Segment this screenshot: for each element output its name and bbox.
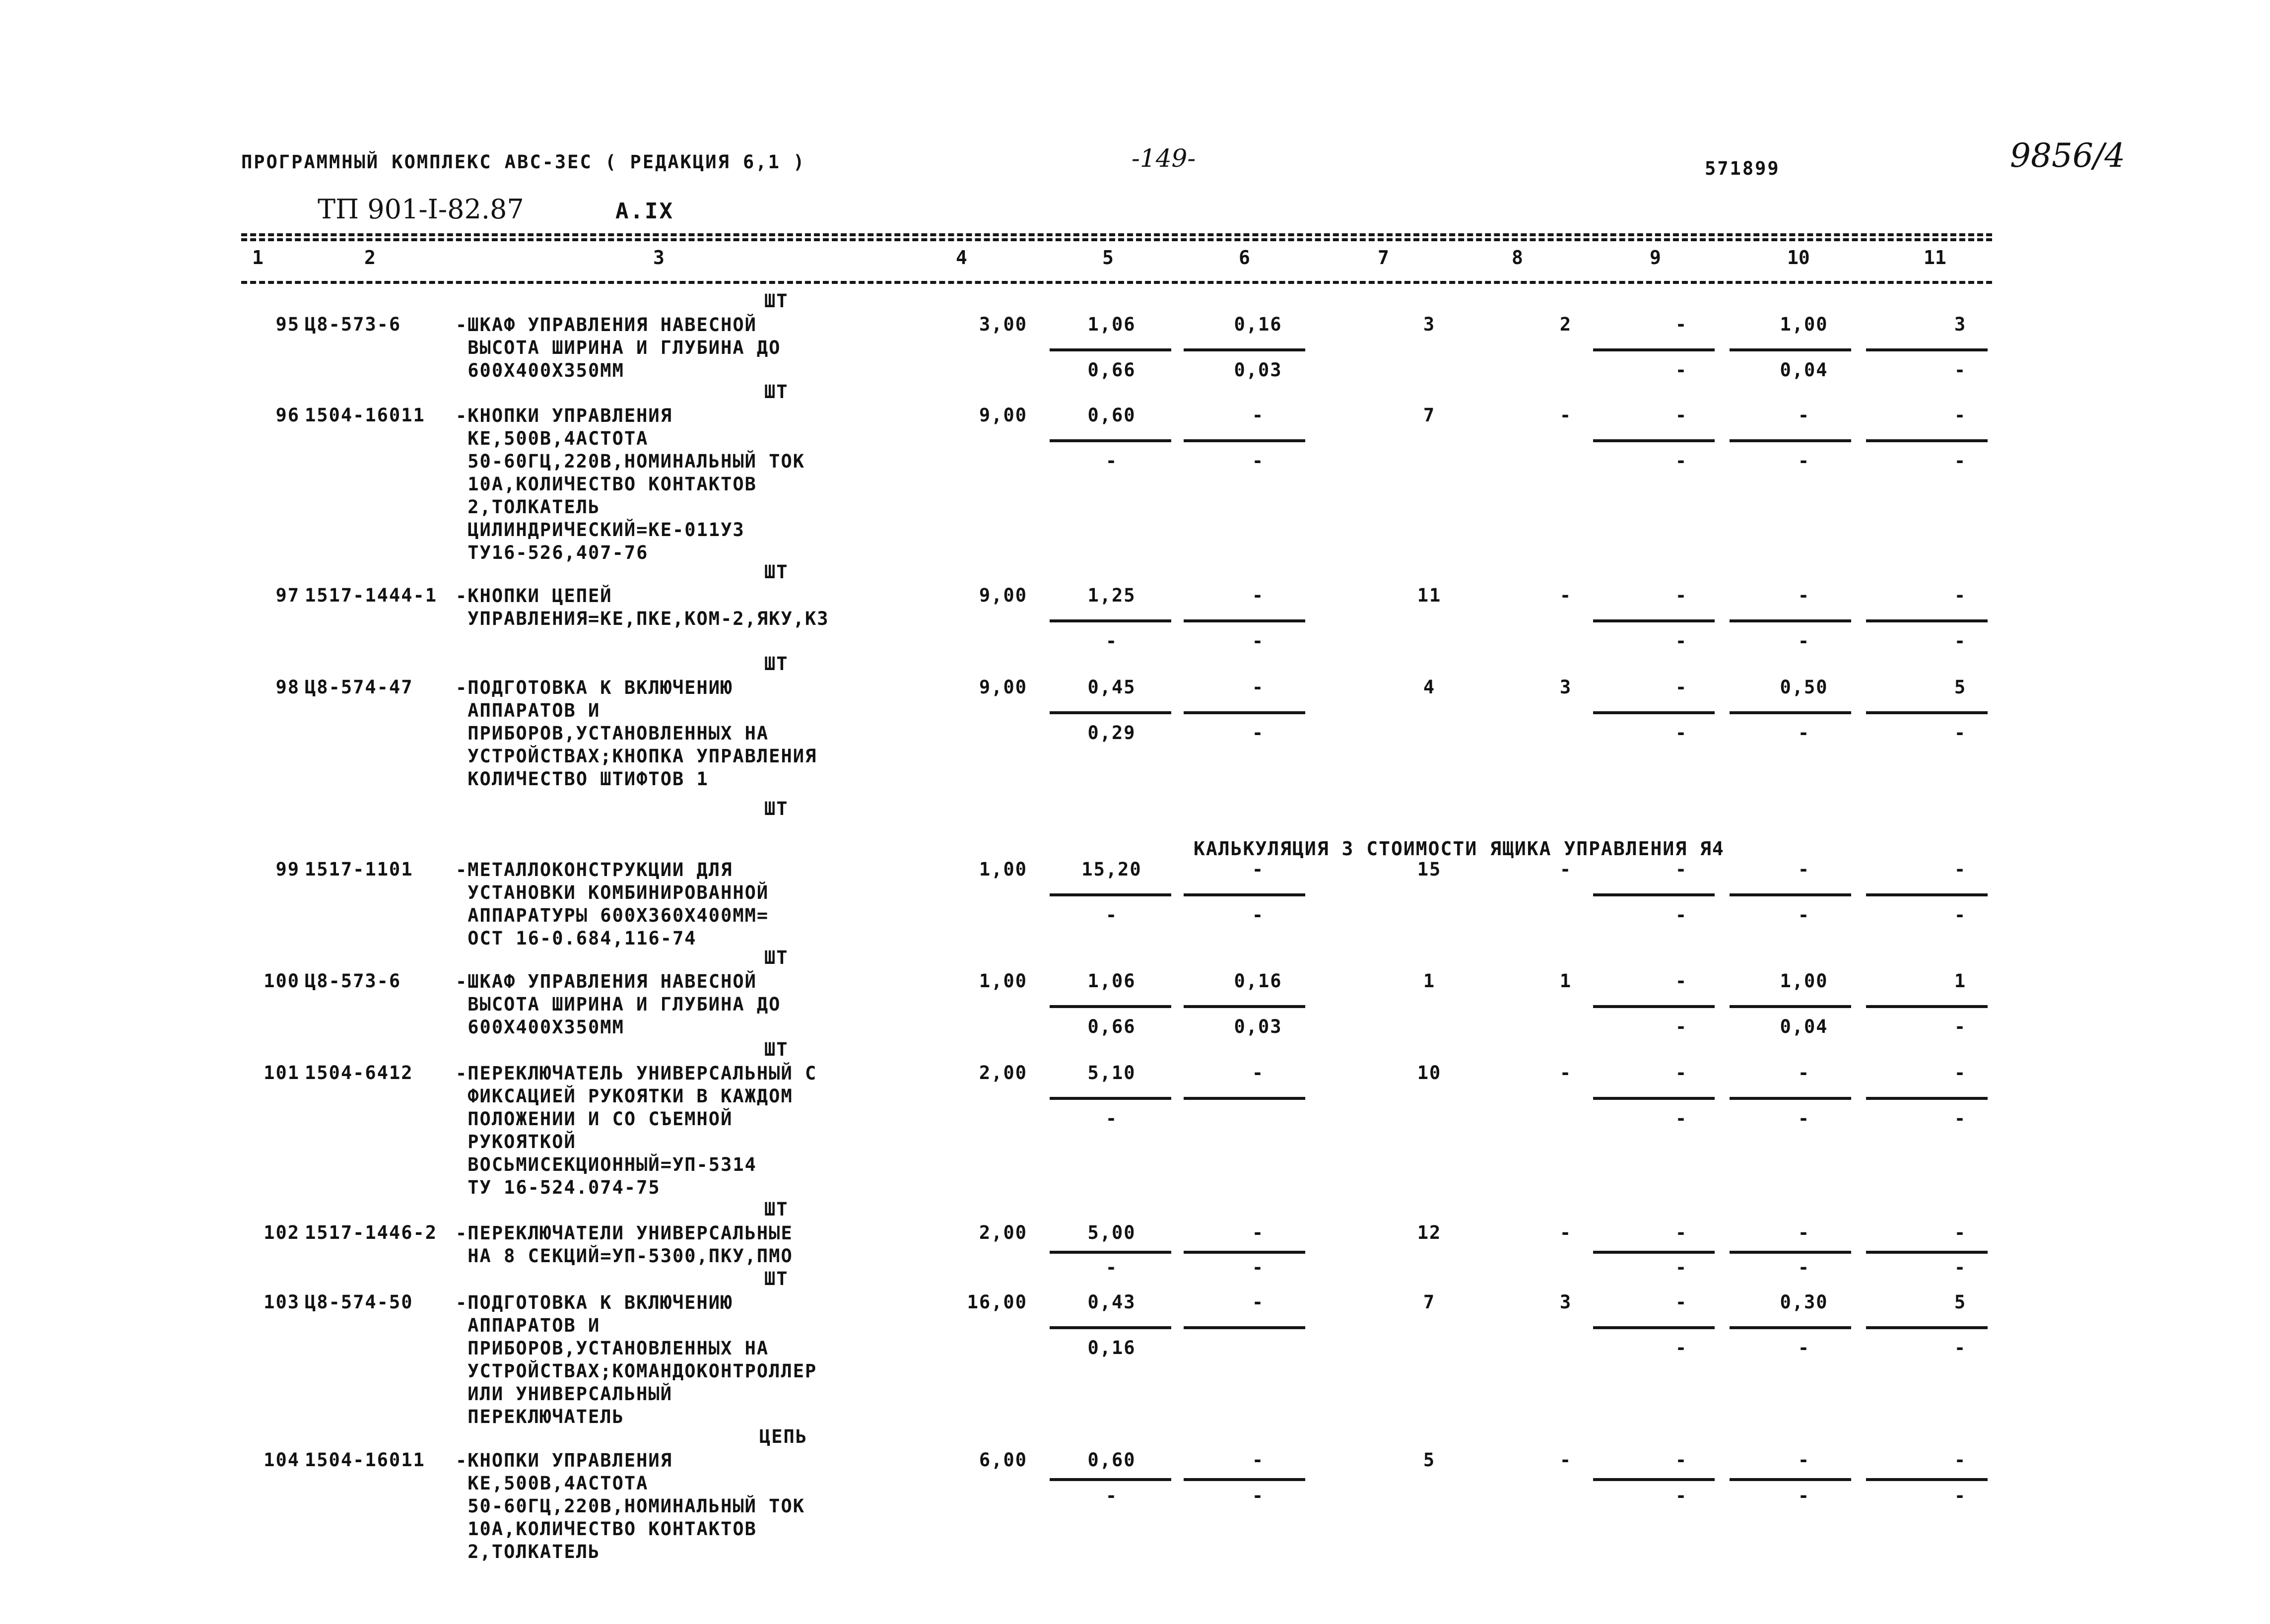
row-number: 96 bbox=[275, 405, 300, 426]
col8-top: 3 bbox=[1559, 677, 1572, 698]
program-header: ПРОГРАММНЫЙ КОМПЛЕКС АВС-3ЕС ( РЕДАКЦИЯ 6,1 ) bbox=[241, 151, 806, 173]
col11-top: - bbox=[1954, 1222, 1967, 1243]
quantity: 9,00 bbox=[979, 405, 1027, 426]
col9-top: - bbox=[1675, 677, 1688, 698]
col-number: 4 bbox=[956, 247, 967, 269]
fraction-line bbox=[1593, 1005, 1715, 1008]
col6-top: - bbox=[1252, 677, 1265, 698]
col7-top: 10 bbox=[1417, 1062, 1442, 1083]
col11-bottom: - bbox=[1954, 630, 1967, 652]
row-number: 99 bbox=[275, 859, 300, 880]
fraction-line bbox=[1866, 1326, 1988, 1329]
fraction-line bbox=[1184, 1478, 1305, 1481]
fraction-line bbox=[1866, 439, 1988, 442]
col-number: 1 bbox=[252, 247, 264, 269]
fraction-line bbox=[1593, 1251, 1715, 1254]
col5-bottom: - bbox=[1105, 904, 1118, 926]
col5-top: 15,20 bbox=[1081, 859, 1142, 880]
fraction-line bbox=[1866, 711, 1988, 714]
unit-label: ШТ bbox=[764, 290, 789, 312]
item-description: -ШКАФ УПРАВЛЕНИЯ НАВЕСНОЙ ВЫСОТА ШИРИНА И ГЛУБИНА ДО 600Х400Х350ММ bbox=[456, 971, 781, 1038]
col10-bottom: - bbox=[1798, 630, 1810, 652]
price-code: Ц8-574-47 bbox=[305, 677, 413, 698]
fraction-line bbox=[1730, 1478, 1851, 1481]
col-number: 2 bbox=[364, 247, 376, 269]
item-description: -ПЕРЕКЛЮЧАТЕЛИ УНИВЕРСАЛЬНЫЕ НА 8 СЕКЦИЙ=УП-5300,ПКУ,ПМО bbox=[456, 1222, 793, 1267]
unit-label: ШТ bbox=[764, 947, 789, 968]
fraction-line bbox=[1866, 1097, 1988, 1100]
fraction-line bbox=[1050, 1326, 1171, 1329]
col8-top: - bbox=[1559, 1062, 1572, 1083]
quantity: 1,00 bbox=[979, 859, 1027, 880]
col8-top: 2 bbox=[1559, 314, 1572, 335]
fraction-line bbox=[1050, 711, 1171, 714]
row-number: 104 bbox=[264, 1449, 300, 1471]
col10-bottom: - bbox=[1798, 1485, 1810, 1506]
col8-top: - bbox=[1559, 405, 1572, 426]
item-description: -ПОДГОТОВКА К ВКЛЮЧЕНИЮ АППАРАТОВ И ПРИБОРОВ,УСТАНОВЛЕННЫХ НА УСТРОЙСТВАХ;КНОПКА УПРАВЛЕНИЯ КОЛИЧЕСТВО ШТИФТОВ 1 bbox=[456, 677, 817, 790]
album-code: А.IX bbox=[615, 199, 674, 224]
col5-bottom: - bbox=[1105, 450, 1118, 472]
col10-bottom: - bbox=[1798, 1337, 1810, 1358]
price-code: 1504-16011 bbox=[305, 1449, 425, 1471]
col6-top: - bbox=[1252, 1449, 1265, 1471]
col11-bottom: - bbox=[1954, 1337, 1967, 1358]
col11-bottom: - bbox=[1954, 1108, 1967, 1129]
archive-mark: 9856/4 bbox=[2010, 136, 2126, 175]
col-number: 9 bbox=[1650, 247, 1661, 269]
fraction-line bbox=[1050, 1005, 1171, 1008]
col9-top: - bbox=[1675, 314, 1688, 335]
unit-label: ЦЕПЬ bbox=[759, 1426, 808, 1447]
col5-top: 0,43 bbox=[1087, 1291, 1136, 1313]
unit-label: ШТ bbox=[764, 1199, 789, 1220]
fraction-line bbox=[1593, 1097, 1715, 1100]
row-number: 102 bbox=[264, 1222, 300, 1243]
col11-top: - bbox=[1954, 859, 1967, 880]
price-code: 1517-1446-2 bbox=[305, 1222, 438, 1243]
col7-top: 12 bbox=[1417, 1222, 1442, 1243]
col11-bottom: - bbox=[1954, 722, 1967, 744]
item-description: -ПЕРЕКЛЮЧАТЕЛЬ УНИВЕРСАЛЬНЫЙ С ФИКСАЦИЕЙ РУКОЯТКИ В КАЖДОМ ПОЛОЖЕНИИ И СО СЪЕМНОЙ РУКОЯТКОЙ ВОСЬМИСЕКЦИОННЫЙ=УП-5314 ТУ 16-524.074-75 bbox=[456, 1063, 817, 1198]
row-number: 98 bbox=[275, 677, 300, 698]
col9-bottom: - bbox=[1675, 1108, 1688, 1129]
fraction-line bbox=[1593, 348, 1715, 351]
unit-label: ШТ bbox=[764, 381, 789, 403]
fraction-line bbox=[1593, 893, 1715, 896]
col9-top: - bbox=[1675, 1222, 1688, 1243]
fraction-line bbox=[1730, 1251, 1851, 1254]
quantity: 6,00 bbox=[979, 1449, 1027, 1471]
col9-bottom: - bbox=[1675, 1016, 1688, 1037]
fraction-line bbox=[1050, 1097, 1171, 1100]
col10-top: - bbox=[1798, 585, 1810, 606]
col9-bottom: - bbox=[1675, 630, 1688, 652]
col10-bottom: - bbox=[1798, 1108, 1810, 1129]
col6-bottom: 0,03 bbox=[1234, 1016, 1282, 1037]
col11-bottom: - bbox=[1954, 450, 1967, 472]
doc-code: 571899 bbox=[1705, 158, 1780, 179]
section-title: КАЛЬКУЛЯЦИЯ 3 СТОИМОСТИ ЯЩИКА УПРАВЛЕНИЯ Я4 bbox=[1194, 838, 1725, 860]
col10-top: 1,00 bbox=[1780, 314, 1828, 335]
fraction-line bbox=[1184, 619, 1305, 622]
unit-label: ШТ bbox=[764, 798, 789, 819]
col10-bottom: 0,04 bbox=[1780, 359, 1828, 381]
col9-bottom: - bbox=[1675, 904, 1688, 926]
project-code: ТП 901-I-82.87 bbox=[318, 194, 524, 225]
row-number: 100 bbox=[264, 970, 300, 992]
col8-top: - bbox=[1559, 585, 1572, 606]
fraction-line bbox=[1050, 1478, 1171, 1481]
col5-top: 5,00 bbox=[1087, 1222, 1136, 1243]
fraction-line bbox=[1184, 1326, 1305, 1329]
col6-bottom: - bbox=[1252, 450, 1265, 472]
item-description: -ШКАФ УПРАВЛЕНИЯ НАВЕСНОЙ ВЫСОТА ШИРИНА И ГЛУБИНА ДО 600Х400Х350ММ bbox=[456, 314, 781, 381]
col10-top: - bbox=[1798, 859, 1810, 880]
col7-top: 7 bbox=[1423, 1291, 1436, 1313]
col11-top: 3 bbox=[1954, 314, 1967, 335]
col10-bottom: - bbox=[1798, 1257, 1810, 1278]
fraction-line bbox=[1730, 1097, 1851, 1100]
col10-bottom: 0,04 bbox=[1780, 1016, 1828, 1037]
col5-top: 0,60 bbox=[1087, 405, 1136, 426]
col9-bottom: - bbox=[1675, 722, 1688, 744]
unit-label: ШТ bbox=[764, 1039, 789, 1060]
col10-bottom: - bbox=[1798, 904, 1810, 926]
col5-bottom: 0,16 bbox=[1087, 1337, 1136, 1358]
col11-top: - bbox=[1954, 405, 1967, 426]
col9-bottom: - bbox=[1675, 1257, 1688, 1278]
col9-top: - bbox=[1675, 970, 1688, 992]
col8-top: - bbox=[1559, 859, 1572, 880]
col11-top: 1 bbox=[1954, 970, 1967, 992]
col6-bottom: - bbox=[1252, 1257, 1265, 1278]
price-code: 1517-1101 bbox=[305, 859, 413, 880]
fraction-line bbox=[1184, 1097, 1305, 1100]
fraction-line bbox=[1730, 439, 1851, 442]
col9-bottom: - bbox=[1675, 450, 1688, 472]
col9-bottom: - bbox=[1675, 359, 1688, 381]
fraction-line bbox=[1730, 1326, 1851, 1329]
col6-top: - bbox=[1252, 1062, 1265, 1083]
fraction-line bbox=[1593, 439, 1715, 442]
col7-top: 3 bbox=[1423, 314, 1436, 335]
col11-bottom: - bbox=[1954, 1485, 1967, 1506]
col9-top: - bbox=[1675, 1449, 1688, 1471]
item-description: -КНОПКИ ЦЕПЕЙ УПРАВЛЕНИЯ=КЕ,ПКЕ,КОМ-2,ЯКУ,КЗ bbox=[456, 585, 829, 629]
col5-bottom: 0,66 bbox=[1087, 359, 1136, 381]
page-number: -149- bbox=[1132, 144, 1196, 173]
col5-bottom: - bbox=[1105, 630, 1118, 652]
fraction-line bbox=[1050, 348, 1171, 351]
item-description: -МЕТАЛЛОКОНСТРУКЦИИ ДЛЯ УСТАНОВКИ КОМБИНИРОВАННОЙ АППАРАТУРЫ 600Х360Х400ММ= ОСТ 16-0.684,116-74 bbox=[456, 859, 769, 949]
col6-top: 0,16 bbox=[1234, 314, 1282, 335]
col8-top: - bbox=[1559, 1449, 1572, 1471]
col9-top: - bbox=[1675, 1291, 1688, 1313]
col10-top: 0,30 bbox=[1780, 1291, 1828, 1313]
col8-top: 1 bbox=[1559, 970, 1572, 992]
fraction-line bbox=[1593, 619, 1715, 622]
col6-bottom: - bbox=[1252, 630, 1265, 652]
col6-top: - bbox=[1252, 585, 1265, 606]
col5-bottom: 0,29 bbox=[1087, 722, 1136, 744]
col5-top: 0,45 bbox=[1087, 677, 1136, 698]
col11-bottom: - bbox=[1954, 1016, 1967, 1037]
fraction-line bbox=[1184, 348, 1305, 351]
fraction-line bbox=[1730, 893, 1851, 896]
fraction-line bbox=[1050, 439, 1171, 442]
quantity: 1,00 bbox=[979, 970, 1027, 992]
price-code: Ц8-574-50 bbox=[305, 1291, 413, 1313]
col-number: 7 bbox=[1378, 247, 1389, 269]
column-number-row bbox=[241, 247, 1992, 271]
col10-top: - bbox=[1798, 1222, 1810, 1243]
col11-top: - bbox=[1954, 1449, 1967, 1471]
col6-top: - bbox=[1252, 405, 1265, 426]
fraction-line bbox=[1866, 1478, 1988, 1481]
header-rule-top bbox=[241, 233, 1992, 236]
col7-top: 1 bbox=[1423, 970, 1436, 992]
col7-top: 5 bbox=[1423, 1449, 1436, 1471]
col8-top: - bbox=[1559, 1222, 1572, 1243]
fraction-line bbox=[1184, 1005, 1305, 1008]
header-rule-bottom bbox=[241, 281, 1992, 284]
col5-top: 5,10 bbox=[1087, 1062, 1136, 1083]
fraction-line bbox=[1866, 1005, 1988, 1008]
fraction-line bbox=[1593, 711, 1715, 714]
header-rule-top-2 bbox=[241, 238, 1992, 241]
unit-label: ШТ bbox=[764, 653, 789, 675]
fraction-line bbox=[1184, 439, 1305, 442]
col5-top: 0,60 bbox=[1087, 1449, 1136, 1471]
fraction-line bbox=[1866, 348, 1988, 351]
col8-top: 3 bbox=[1559, 1291, 1572, 1313]
col6-top: - bbox=[1252, 1222, 1265, 1243]
col9-top: - bbox=[1675, 1062, 1688, 1083]
fraction-line bbox=[1866, 893, 1988, 896]
quantity: 9,00 bbox=[979, 585, 1027, 606]
quantity: 2,00 bbox=[979, 1222, 1027, 1243]
quantity: 2,00 bbox=[979, 1062, 1027, 1083]
col10-bottom: - bbox=[1798, 450, 1810, 472]
col10-top: 1,00 bbox=[1780, 970, 1828, 992]
quantity: 9,00 bbox=[979, 677, 1027, 698]
item-description: -КНОПКИ УПРАВЛЕНИЯ КЕ,500В,4АСТОТА 50-60ГЦ,220В,НОМИНАЛЬНЫЙ ТОК 10А,КОЛИЧЕСТВО КОНТАКТОВ 2,ТОЛКАТЕЛЬ ЦИЛИНДРИЧЕСКИЙ=КЕ-011УЗ ТУ16-526,407-76 bbox=[456, 405, 805, 563]
col7-top: 4 bbox=[1423, 677, 1436, 698]
col7-top: 11 bbox=[1417, 585, 1442, 606]
col5-top: 1,06 bbox=[1087, 970, 1136, 992]
col11-top: - bbox=[1954, 585, 1967, 606]
fraction-line bbox=[1593, 1326, 1715, 1329]
col9-top: - bbox=[1675, 585, 1688, 606]
col9-bottom: - bbox=[1675, 1485, 1688, 1506]
fraction-line bbox=[1050, 1251, 1171, 1254]
fraction-line bbox=[1866, 619, 1988, 622]
col10-top: - bbox=[1798, 1062, 1810, 1083]
col6-bottom: - bbox=[1252, 722, 1265, 744]
row-number: 103 bbox=[264, 1291, 300, 1313]
col10-top: - bbox=[1798, 1449, 1810, 1471]
col9-top: - bbox=[1675, 859, 1688, 880]
col9-bottom: - bbox=[1675, 1337, 1688, 1358]
row-number: 97 bbox=[275, 585, 300, 606]
col10-bottom: - bbox=[1798, 722, 1810, 744]
price-code: 1504-16011 bbox=[305, 405, 425, 426]
fraction-line bbox=[1184, 893, 1305, 896]
price-code: Ц8-573-6 bbox=[305, 314, 401, 335]
col6-top: - bbox=[1252, 859, 1265, 880]
col5-bottom: 0,66 bbox=[1087, 1016, 1136, 1037]
col-number: 10 bbox=[1787, 247, 1810, 269]
fraction-line bbox=[1730, 348, 1851, 351]
col-number: 3 bbox=[653, 247, 665, 269]
item-description: -КНОПКИ УПРАВЛЕНИЯ КЕ,500В,4АСТОТА 50-60ГЦ,220В,НОМИНАЛЬНЫЙ ТОК 10А,КОЛИЧЕСТВО КОНТАКТОВ 2,ТОЛКАТЕЛЬ bbox=[456, 1450, 805, 1562]
row-number: 95 bbox=[275, 314, 300, 335]
col9-top: - bbox=[1675, 405, 1688, 426]
price-code: 1517-1444-1 bbox=[305, 585, 438, 606]
price-code: 1504-6412 bbox=[305, 1062, 413, 1083]
col5-bottom: - bbox=[1105, 1257, 1118, 1278]
col-number: 5 bbox=[1102, 247, 1114, 269]
col6-top: 0,16 bbox=[1234, 970, 1282, 992]
col6-top: - bbox=[1252, 1291, 1265, 1313]
col10-top: 0,50 bbox=[1780, 677, 1828, 698]
col7-top: 15 bbox=[1417, 859, 1442, 880]
col11-bottom: - bbox=[1954, 1257, 1967, 1278]
col6-bottom: 0,03 bbox=[1234, 359, 1282, 381]
fraction-line bbox=[1730, 711, 1851, 714]
item-description: -ПОДГОТОВКА К ВКЛЮЧЕНИЮ АППАРАТОВ И ПРИБОРОВ,УСТАНОВЛЕННЫХ НА УСТРОЙСТВАХ;КОМАНДОКОНТРОЛЛЕР ИЛИ УНИВЕРСАЛЬНЫЙ ПЕРЕКЛЮЧАТЕЛЬ bbox=[456, 1292, 817, 1427]
fraction-line bbox=[1730, 1005, 1851, 1008]
fraction-line bbox=[1050, 619, 1171, 622]
col-number: 11 bbox=[1924, 247, 1946, 269]
quantity: 3,00 bbox=[979, 314, 1027, 335]
col5-bottom: - bbox=[1105, 1485, 1118, 1506]
fraction-line bbox=[1593, 1478, 1715, 1481]
price-code: Ц8-573-6 bbox=[305, 970, 401, 992]
col10-top: - bbox=[1798, 405, 1810, 426]
col7-top: 7 bbox=[1423, 405, 1436, 426]
col11-top: - bbox=[1954, 1062, 1967, 1083]
col-number: 8 bbox=[1512, 247, 1523, 269]
fraction-line bbox=[1866, 1251, 1988, 1254]
col5-bottom: - bbox=[1105, 1108, 1118, 1129]
col5-top: 1,06 bbox=[1087, 314, 1136, 335]
row-number: 101 bbox=[264, 1062, 300, 1083]
col6-bottom: - bbox=[1252, 1485, 1265, 1506]
quantity: 16,00 bbox=[967, 1291, 1027, 1313]
col-number: 6 bbox=[1239, 247, 1250, 269]
fraction-line bbox=[1184, 711, 1305, 714]
col11-top: 5 bbox=[1954, 677, 1967, 698]
unit-label: ШТ bbox=[764, 1268, 789, 1289]
col5-top: 1,25 bbox=[1087, 585, 1136, 606]
fraction-line bbox=[1730, 619, 1851, 622]
col11-bottom: - bbox=[1954, 904, 1967, 926]
fraction-line bbox=[1184, 1251, 1305, 1254]
fraction-line bbox=[1050, 893, 1171, 896]
col11-bottom: - bbox=[1954, 359, 1967, 381]
unit-label: ШТ bbox=[764, 561, 789, 583]
col6-bottom: - bbox=[1252, 904, 1265, 926]
col11-top: 5 bbox=[1954, 1291, 1967, 1313]
